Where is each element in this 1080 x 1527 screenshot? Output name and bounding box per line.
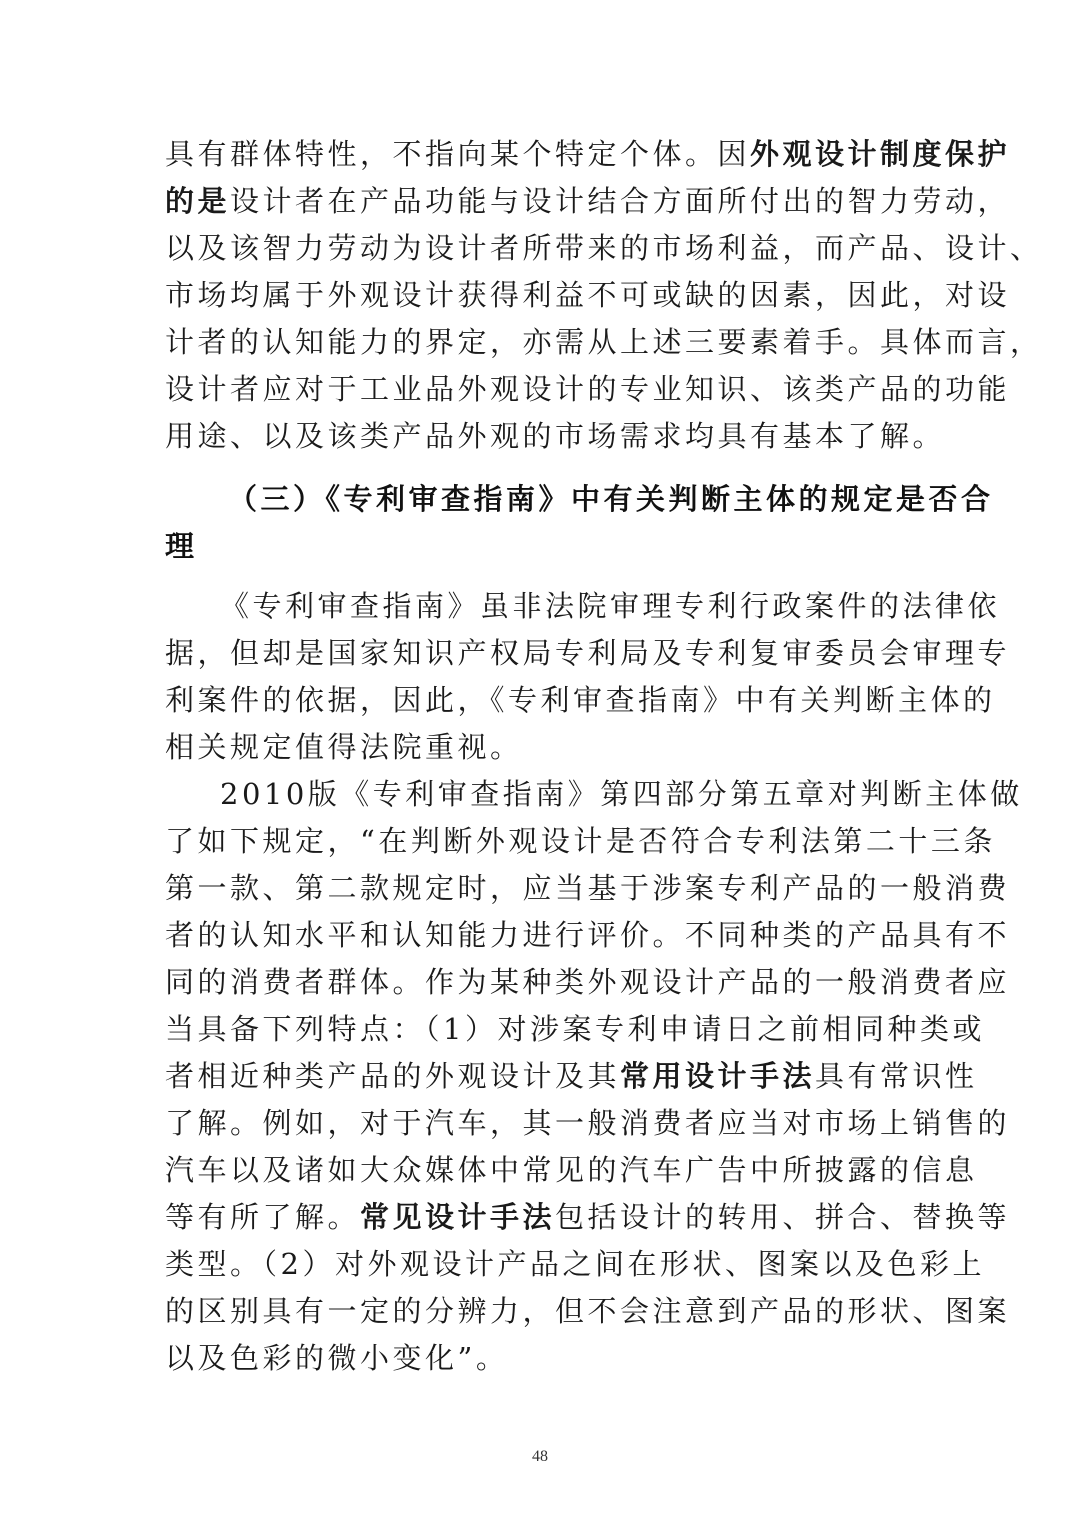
paragraph-2 (165, 583, 1011, 771)
text-line: 当具备下列特点：（1）对涉案专利申请日之前相同种类或 (165, 1012, 985, 1046)
text-line: 以及色彩的微小变化”。 (165, 1341, 509, 1375)
bold-phrase: 常见设计手法 (360, 1200, 556, 1234)
text-line: 以及该智力劳动为设计者所带来的市场利益，而产品、设计、 (165, 231, 1043, 265)
heading-line: 理 (165, 529, 198, 563)
page-number: 48 (532, 1448, 548, 1465)
text-line: 具有群体特性，不指向某个特定个体。因外观设计制度保护 (165, 137, 1011, 171)
text-line: 相关规定值得法院重视。 (165, 730, 523, 764)
text-line: 市场均属于外观设计获得利益不可或缺的因素，因此，对设 (165, 278, 1011, 312)
paragraph-3 (165, 771, 1023, 1382)
text-line: 2010版《专利审查指南》第四部分第五章对判断主体做 (220, 777, 1023, 811)
text-line: 者相近种类产品的外观设计及其常用设计手法具有常识性 (165, 1059, 978, 1093)
section-heading (165, 476, 994, 570)
text-line: 第一款、第二款规定时，应当基于涉案专利产品的一般消费 (165, 871, 1011, 905)
text-line: 同的消费者群体。作为某种类外观设计产品的一般消费者应 (165, 965, 1011, 999)
bold-phrase: 的是 (165, 184, 231, 218)
text-line: 计者的认知能力的界定，亦需从上述三要素着手。具体而言， (165, 325, 1043, 359)
text-line: 了如下规定，“在判断外观设计是否符合专利法第二十三条 (165, 824, 996, 858)
text-line: 汽车以及诸如大众媒体中常见的汽车广告中所披露的信息 (165, 1153, 978, 1187)
text-line: 的区别具有一定的分辨力，但不会注意到产品的形状、图案 (165, 1294, 1011, 1328)
text-line: 据，但却是国家知识产权局专利局及专利复审委员会审理专 (165, 636, 1011, 670)
heading-line: （三）《专利审查指南》中有关判断主体的规定是否合 (228, 482, 994, 516)
text-line: 用途、以及该类产品外观的市场需求均具有基本了解。 (165, 419, 946, 453)
bold-phrase: 常用设计手法 (620, 1059, 816, 1093)
text-line: 的是设计者在产品功能与设计结合方面所付出的智力劳动， (165, 184, 1011, 218)
text-line: 等有所了解。常见设计手法包括设计的转用、拼合、替换等 (165, 1200, 1011, 1234)
text-line: 《专利审查指南》虽非法院审理专利行政案件的法律依 (220, 589, 1001, 623)
text-line: 了解。例如，对于汽车，其一般消费者应当对市场上销售的 (165, 1106, 1011, 1140)
bold-phrase: 外观设计制度保护 (750, 137, 1011, 171)
text-line: 利案件的依据，因此，《专利审查指南》中有关判断主体的 (165, 683, 996, 717)
text-line: 类型。（2）对外观设计产品之间在形状、图案以及色彩上 (165, 1247, 985, 1281)
text-line: 设计者应对于工业品外观设计的专业知识、该类产品的功能 (165, 372, 1011, 406)
paragraph-1 (165, 131, 1043, 460)
text-line: 者的认知水平和认知能力进行评价。不同种类的产品具有不 (165, 918, 1011, 952)
